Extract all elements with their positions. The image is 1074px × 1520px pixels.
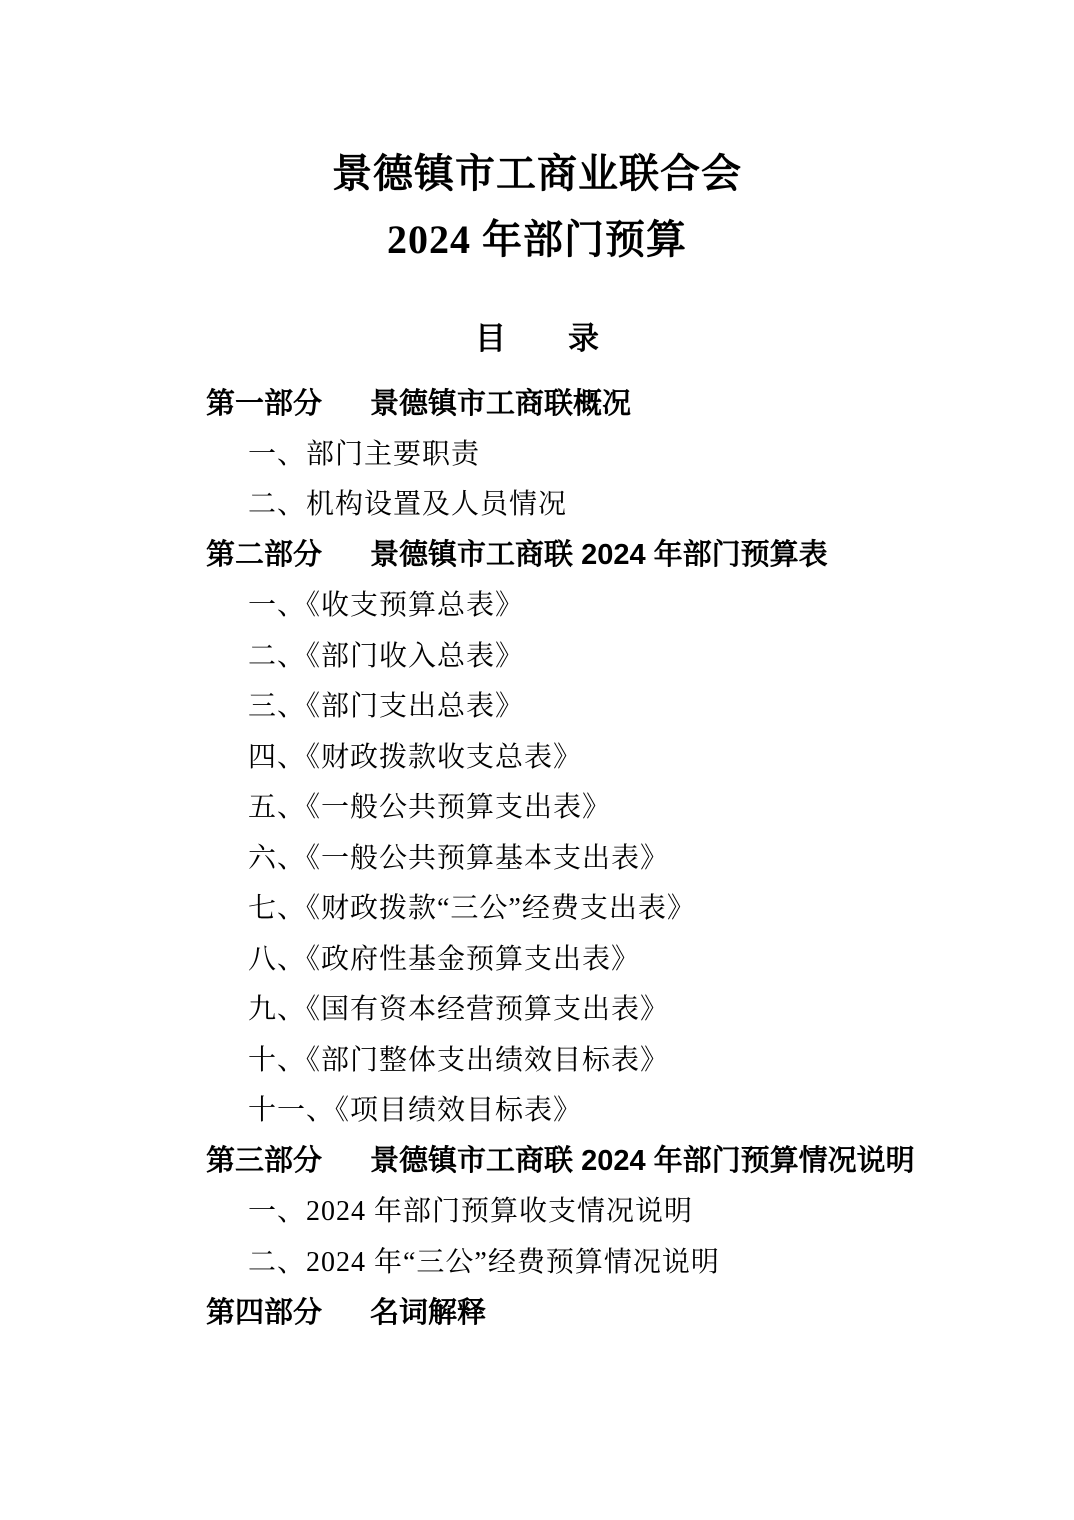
toc-item: 六、《一般公共预算基本支出表》 — [248, 842, 670, 874]
toc-section-header-part3 — [206, 1134, 994, 1185]
toc-section-label: 第二部分 — [206, 539, 323, 572]
toc-item: 二、机构设置及人员情况 — [248, 489, 568, 521]
toc-item: 十、《部门整体支出绩效目标表》 — [248, 1044, 670, 1076]
toc-item: 三、《部门支出总表》 — [248, 691, 525, 723]
toc-heading — [0, 310, 1074, 360]
toc-item: 八、《政府性基金预算支出表》 — [248, 943, 641, 975]
toc-section-label: 第三部分 — [206, 1145, 323, 1178]
toc-item: 二、《部门收入总表》 — [248, 640, 525, 672]
document-title-line2: 2024 年部门预算 — [387, 217, 687, 262]
toc-item: 七、《财政拨款“三公”经费支出表》 — [248, 893, 696, 925]
toc-heading-char-left: 目 — [475, 320, 506, 356]
toc-heading-char-right: 录 — [568, 320, 599, 356]
toc-section-title: 景德镇市工商联 2024 年部门预算表 — [370, 539, 828, 572]
toc-item: 一、2024 年部门预算收支情况说明 — [248, 1196, 694, 1228]
toc-item: 九、《国有资本经营预算支出表》 — [248, 994, 670, 1026]
toc-item: 十一、《项目绩效目标表》 — [248, 1095, 583, 1127]
document-title-line1: 景德镇市工商业联合会 — [332, 151, 742, 196]
toc-item: 四、《财政拨款收支总表》 — [248, 741, 583, 773]
toc-item: 五、《一般公共预算支出表》 — [248, 792, 612, 824]
toc-section-header-part4 — [206, 1285, 994, 1336]
table-of-contents — [0, 376, 1074, 1336]
toc-section-title: 景德镇市工商联概况 — [370, 387, 632, 420]
toc-item: 一、《收支预算总表》 — [248, 590, 525, 622]
toc-section-label: 第一部分 — [206, 387, 323, 420]
toc-section-title: 景德镇市工商联 2024 年部门预算情况说明 — [370, 1145, 915, 1178]
toc-section-header-part2 — [206, 528, 994, 579]
toc-section-label: 第四部分 — [206, 1296, 323, 1329]
toc-section-header-part1 — [206, 376, 994, 427]
toc-item: 二、2024 年“三公”经费预算情况说明 — [248, 1246, 720, 1278]
toc-item: 一、部门主要职责 — [248, 438, 481, 470]
toc-section-title: 名词解释 — [370, 1296, 487, 1329]
